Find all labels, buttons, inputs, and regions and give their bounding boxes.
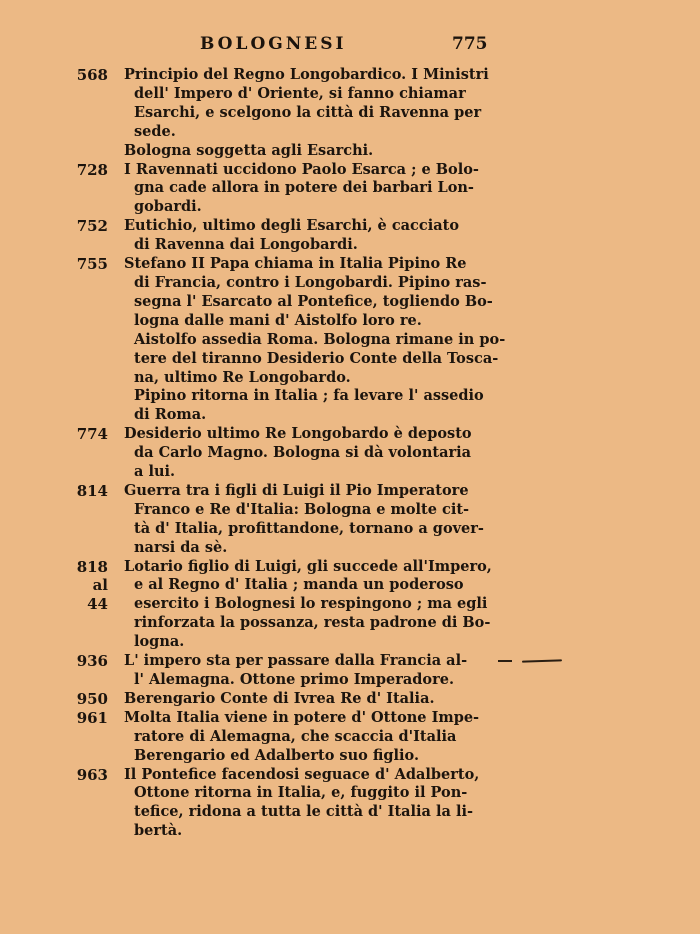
entry-text-line: Stefano II Papa chiama in Italia Pipino Re	[124, 255, 467, 273]
entry-text-line: Berengario ed Adalberto suo figlio.	[134, 746, 420, 764]
chronology-entry	[0, 66, 700, 142]
entry-text	[124, 652, 506, 690]
chronology-entry	[0, 690, 700, 709]
running-head-title: BOLOGNESI	[200, 34, 347, 54]
entry-text-line: segna l' Esarcato al Pontefice, togliendo Bo-	[134, 292, 493, 310]
entry-year	[40, 709, 108, 728]
entry-text	[124, 766, 506, 842]
entry-year	[40, 690, 108, 709]
entry-year	[40, 255, 108, 274]
chronology-entry	[0, 766, 700, 842]
entry-year-line: al	[92, 576, 108, 595]
entry-text-line: Molta Italia viene in potere d' Ottone Impe-	[124, 708, 480, 726]
entry-text	[124, 482, 506, 558]
entry-year-line: 752	[76, 217, 108, 236]
entry-text-line: tere del tiranno Desiderio Conte della Tosca-	[134, 349, 499, 367]
page-number: 775	[452, 34, 488, 54]
entry-year	[40, 482, 108, 501]
entry-text-line: da Carlo Magno. Bologna si dà volontaria	[134, 444, 472, 462]
entry-year-line: 44	[87, 595, 108, 614]
entry-year-line: 936	[76, 652, 108, 671]
entry-text	[124, 161, 506, 218]
entry-text-line: Principio del Regno Longobardico. I Ministri	[124, 66, 489, 83]
entry-text-line: Desiderio ultimo Re Longobardo è deposto	[124, 425, 472, 443]
entry-text-line: ratore di Alemagna, che scaccia d'Italia	[134, 727, 457, 745]
entry-year	[40, 766, 108, 785]
entry-text	[124, 217, 506, 255]
entry-year	[40, 425, 108, 444]
chronology-entry	[0, 709, 700, 766]
entry-text	[124, 709, 506, 766]
entry-text-line: tà d' Italia, profittandone, tornano a gover-	[134, 519, 484, 537]
entry-text	[124, 425, 506, 482]
entry-year-line: 755	[76, 255, 108, 274]
entry-text-line: L' impero sta per passare dalla Francia al-	[124, 652, 468, 670]
chronology-list	[0, 66, 700, 841]
entry-text	[124, 66, 506, 142]
chronology-entry	[0, 142, 700, 161]
entry-year-line: 814	[76, 481, 108, 500]
entry-text-line: gna cade allora in potere dei barbari Lon-	[134, 179, 474, 197]
entry-text-line: Pipino ritorna in Italia ; fa levare l' assedio	[134, 387, 484, 405]
entry-text-line: a lui.	[134, 463, 176, 481]
entry-text	[124, 387, 506, 425]
entry-text	[124, 558, 506, 653]
entry-text-line: rinforzata la possanza, resta padrone di Bo-	[134, 614, 491, 632]
entry-year-line: 818	[76, 557, 108, 576]
entry-text-line: Bologna soggetta agli Esarchi.	[124, 141, 374, 159]
entry-text-line: Eutichio, ultimo degli Esarchi, è cacciato	[124, 217, 459, 235]
chronology-entry	[0, 331, 700, 388]
entry-text-line: na, ultimo Re Longobardo.	[134, 368, 351, 386]
entry-text	[124, 331, 506, 388]
entry-text-line: di Roma.	[134, 406, 207, 424]
entry-text-line: narsi da sè.	[134, 538, 228, 556]
entry-text-line: Il Pontefice facendosi seguace d' Adalberto,	[124, 765, 480, 783]
entry-text-line: sede.	[134, 122, 176, 140]
entry-year-line: 728	[76, 160, 108, 179]
entry-text	[124, 690, 506, 709]
entry-text-line: I Ravennati uccidono Paolo Esarca ; e Bolo-	[124, 160, 479, 178]
pen-mark	[498, 660, 512, 662]
entry-text-line: bertà.	[134, 822, 183, 840]
chronology-entry	[0, 558, 700, 653]
chronology-entry	[0, 255, 700, 331]
entry-text-line: esercito i Bolognesi lo respingono ; ma egli	[134, 595, 488, 613]
entry-text-line: di Francia, contro i Longobardi. Pipino ras-	[134, 273, 487, 291]
entry-year-line: 774	[76, 425, 108, 444]
entry-year	[40, 558, 108, 615]
entry-year-line: 961	[76, 708, 108, 727]
entry-text-line: Franco e Re d'Italia: Bologna e molte cit-	[134, 500, 470, 518]
chronology-entry	[0, 482, 700, 558]
chronology-entry	[0, 217, 700, 255]
entry-text-line: di Ravenna dai Longobardi.	[134, 236, 358, 254]
entry-text-line: tefice, ridona a tutta le città d' Italia la li-	[134, 803, 473, 821]
entry-text-line: logna dalle mani d' Aistolfo loro re.	[134, 311, 422, 329]
entry-text-line: e al Regno d' Italia ; manda un poderoso	[134, 576, 464, 594]
entry-text-line: dell' Impero d' Oriente, si fanno chiamar	[134, 84, 466, 102]
chronology-entry	[0, 387, 700, 425]
entry-text-line: Guerra tra i figli di Luigi il Pio Imperatore	[124, 481, 469, 499]
entry-year-line: 568	[76, 66, 108, 84]
entry-text-line: Ottone ritorna in Italia, e, fuggito il Pon-	[134, 784, 468, 802]
entry-text	[124, 255, 506, 331]
chronology-entry	[0, 425, 700, 482]
entry-year	[40, 66, 108, 85]
chronology-entry	[0, 652, 700, 690]
entry-year	[40, 217, 108, 236]
entry-text-line: Berengario Conte di Ivrea Re d' Italia.	[124, 689, 435, 707]
entry-year	[40, 652, 108, 671]
entry-text	[124, 142, 506, 161]
entry-text-line: Aistolfo assedia Roma. Bologna rimane in po-	[134, 330, 506, 348]
entry-text-line: gobardi.	[134, 198, 202, 216]
entry-year	[40, 161, 108, 180]
entry-text-line: Lotario figlio di Luigi, gli succede all'Impero,	[124, 557, 492, 575]
entry-text-line: Esarchi, e scelgono la città di Ravenna per	[134, 103, 482, 121]
chronology-entry	[0, 161, 700, 218]
entry-year-line: 950	[76, 689, 108, 708]
entry-text-line: logna.	[134, 633, 185, 651]
entry-text-line: l' Alemagna. Ottone primo Imperadore.	[134, 671, 454, 688]
entry-year-line: 963	[76, 765, 108, 784]
